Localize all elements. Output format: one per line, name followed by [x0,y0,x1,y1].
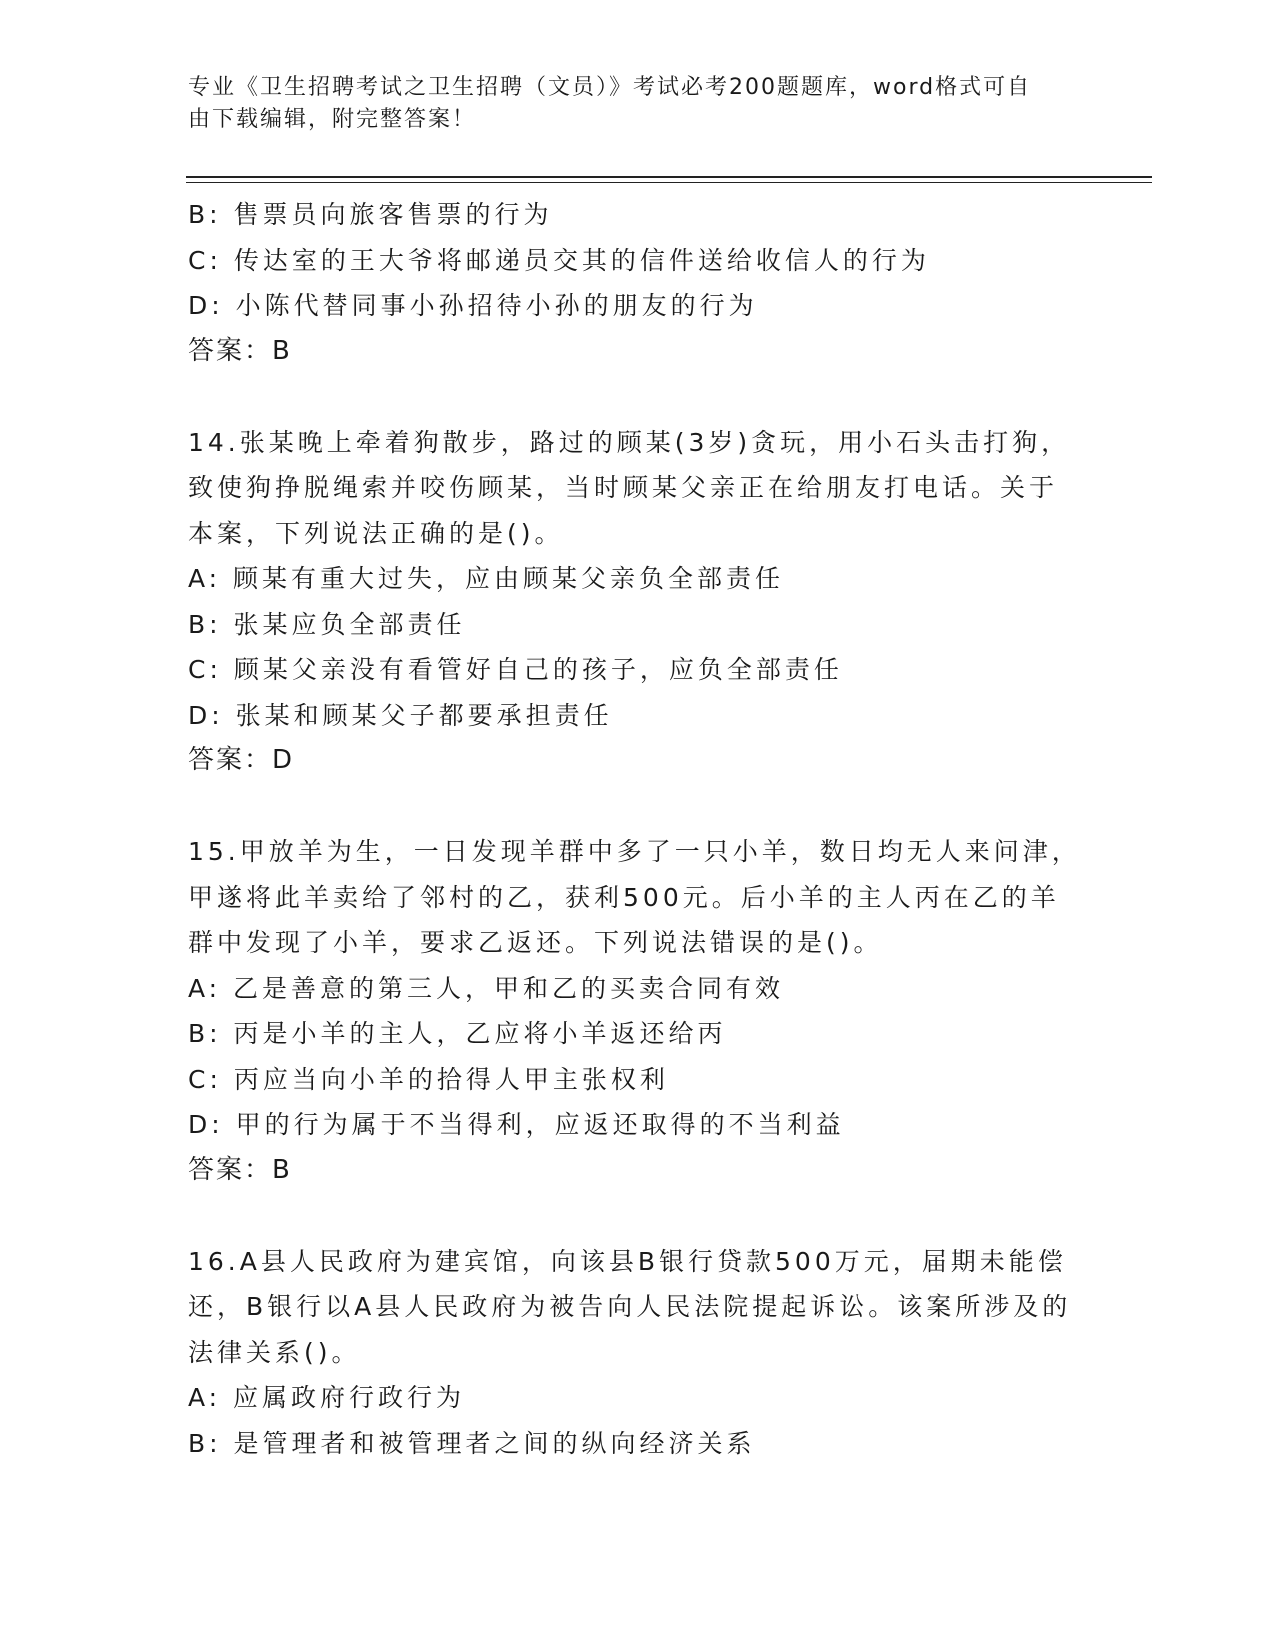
q16-stem-line-1: 16.A县人民政府为建宾馆，向该县B银行贷款500万元，届期未能偿 [188,1246,1067,1276]
header-rule-thin [186,182,1152,183]
question-15 [188,829,1108,1193]
q15-option-b: B: 丙是小羊的主人，乙应将小羊返还给丙 [188,1019,727,1048]
question-16 [188,1239,1108,1467]
q15-option-c: C: 丙应当向小羊的拾得人甲主张权利 [188,1064,669,1094]
q13-answer: 答案：B [188,335,292,366]
header-line-2: 由下载编辑，附完整答案！ [188,107,477,132]
q15-stem-line-1: 15.甲放羊为生，一日发现羊群中多了一只小羊，数日均无人来问津， [188,837,1081,866]
q14-option-a: A: 顾某有重大过失，应由顾某父亲负全部责任 [188,564,785,593]
q16-stem-line-3: 法律关系()。 [188,1337,361,1367]
q15-stem-line-2: 甲遂将此羊卖给了邻村的乙，获利500元。后小羊的主人丙在乙的羊 [188,882,1060,912]
q14-option-d: D: 张某和顾某父子都要承担责任 [188,700,613,730]
q13-option-c: C: 传达室的王大爷将邮递员交其的信件送给收信人的行为 [188,245,930,275]
q15-answer: 答案：B [188,1154,292,1185]
header-rule-thick [186,176,1152,178]
q15-stem-line-3: 群中发现了小羊，要求乙返还。下列说法错误的是()。 [188,928,883,957]
q13-option-b: B: 售票员向旅客售票的行为 [188,200,553,229]
question-13 [188,192,1108,374]
q13-option-d: D: 小陈代替同事小孙招待小孙的朋友的行为 [188,291,758,320]
q14-stem-line-3: 本案，下列说法正确的是()。 [188,518,564,548]
question-14 [188,420,1108,784]
spacer [188,1193,1108,1239]
q14-stem-line-2: 致使狗挣脱绳索并咬伤顾某，当时顾某父亲正在给朋友打电话。关于 [188,473,1059,502]
spacer [188,374,1108,420]
page-header [188,72,1088,136]
header-line-1: 专业《卫生招聘考试之卫生招聘（文员）》考试必考200题题库，word格式可自 [188,75,1032,100]
question-content [188,192,1108,1466]
q16-option-a: A: 应属政府行政行为 [188,1383,466,1412]
spacer [188,784,1108,830]
q14-option-b: B: 张某应负全部责任 [188,609,466,639]
q16-stem-line-2: 还，B银行以A县人民政府为被告向人民法院提起诉讼。该案所涉及的 [188,1292,1072,1321]
q14-option-c: C: 顾某父亲没有看管好自己的孩子，应负全部责任 [188,655,843,684]
q15-option-a: A: 乙是善意的第三人，甲和乙的买卖合同有效 [188,973,785,1003]
q15-option-d: D: 甲的行为属于不当得利，应返还取得的不当利益 [188,1110,845,1139]
q16-option-b: B: 是管理者和被管理者之间的纵向经济关系 [188,1428,756,1458]
q14-stem-line-1: 14.张某晚上牵着狗散步，路过的顾某(3岁)贪玩，用小石头击打狗， [188,427,1071,457]
q14-answer: 答案：D [188,745,295,775]
